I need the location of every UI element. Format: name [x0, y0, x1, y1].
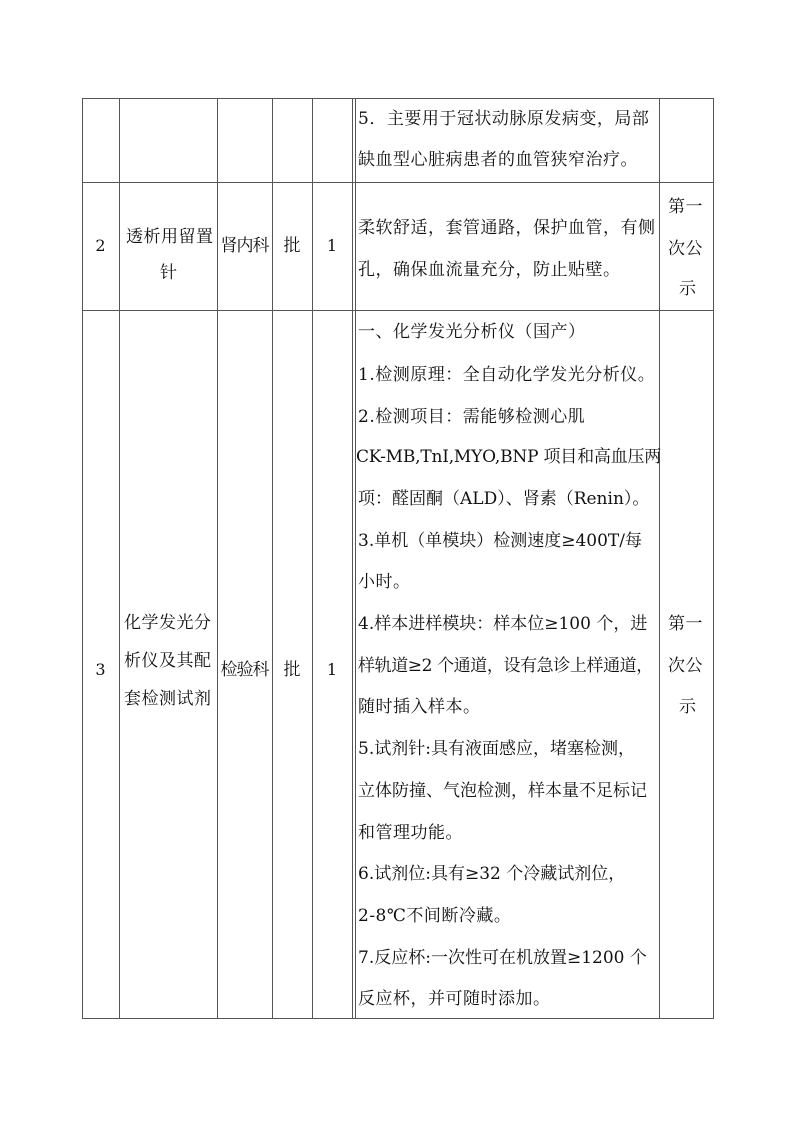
remark: 次公 — [668, 239, 703, 259]
spec-line: 1.检测原理：全自动化学发光分析仪。 — [358, 365, 656, 385]
item-name: 透析用留置 — [126, 227, 214, 247]
quantity: 1 — [326, 660, 338, 679]
spec-line: 柔软舒适，套管通路，保护血管，有侧 — [358, 218, 656, 238]
item-name: 针 — [160, 263, 178, 283]
spec-line: 2.检测项目：需能够检测心肌 — [358, 407, 586, 427]
quantity: 1 — [326, 236, 338, 255]
table-border-right — [713, 98, 714, 1018]
spec-line: 3.单机（单模块）检测速度≥400T/每 — [358, 531, 642, 551]
department: 肾内科 — [220, 236, 269, 256]
remark: 示 — [679, 279, 697, 299]
spec-line: 孔，确保血流量充分，防止贴壁。 — [358, 260, 621, 280]
col-divider — [355, 98, 356, 1018]
spec-line: 随时插入样本。 — [358, 697, 481, 717]
spec-line: 一、化学发光分析仪（国产） — [358, 322, 586, 342]
spec-line: 和管理功能。 — [358, 823, 463, 843]
col-divider — [352, 98, 353, 1018]
row-divider — [82, 310, 714, 311]
row-number: 3 — [95, 660, 106, 679]
remark: 第一 — [668, 614, 703, 634]
spec-line: 项：醛固酮（ALD）、肾素（Renin）。 — [358, 489, 650, 509]
spec-line: 缺血型心脏病患者的血管狭窄治疗。 — [358, 150, 638, 170]
row-divider — [82, 182, 714, 183]
procurement-table — [82, 98, 714, 1018]
remark: 第一 — [668, 197, 703, 217]
remark: 次公 — [668, 656, 703, 676]
col-divider — [119, 98, 120, 1018]
unit: 批 — [283, 236, 301, 256]
item-name: 套检测试剂 — [124, 689, 212, 709]
department: 检验科 — [220, 660, 269, 680]
row-number: 2 — [95, 236, 106, 255]
spec-line: 5.试剂针:具有液面感应，堵塞检测， — [358, 739, 635, 759]
spec-line: CK-MB,TnI,MYO,BNP 项目和高血压两 — [356, 447, 662, 467]
table-border-top — [82, 98, 714, 99]
spec-line: 4.样本进样模块：样本位≥100 个，进 — [358, 614, 648, 634]
spec-line: 样轨道≥2 个通道，设有急诊上样通道， — [358, 656, 653, 676]
col-divider — [659, 98, 660, 1018]
remark: 示 — [679, 697, 697, 717]
spec-line: 立体防撞、气泡检测，样本量不足标记 — [358, 781, 647, 801]
unit: 批 — [283, 660, 301, 680]
spec-line: 2-8℃不间断冷藏。 — [358, 906, 512, 926]
item-name: 化学发光分 — [124, 613, 212, 633]
spec-line: 反应杯，并可随时添加。 — [358, 989, 551, 1009]
item-name: 析仪及其配 — [124, 651, 212, 671]
spec-line: 7.反应杯:一次性可在机放置≥1200 个 — [358, 948, 647, 968]
spec-line: 小时。 — [358, 572, 411, 592]
spec-line: 6.试剂位:具有≥32 个冷藏试剂位， — [358, 864, 626, 884]
table-border-bottom — [82, 1018, 714, 1019]
spec-line: 5．主要用于冠状动脉原发病变，局部 — [358, 109, 650, 129]
